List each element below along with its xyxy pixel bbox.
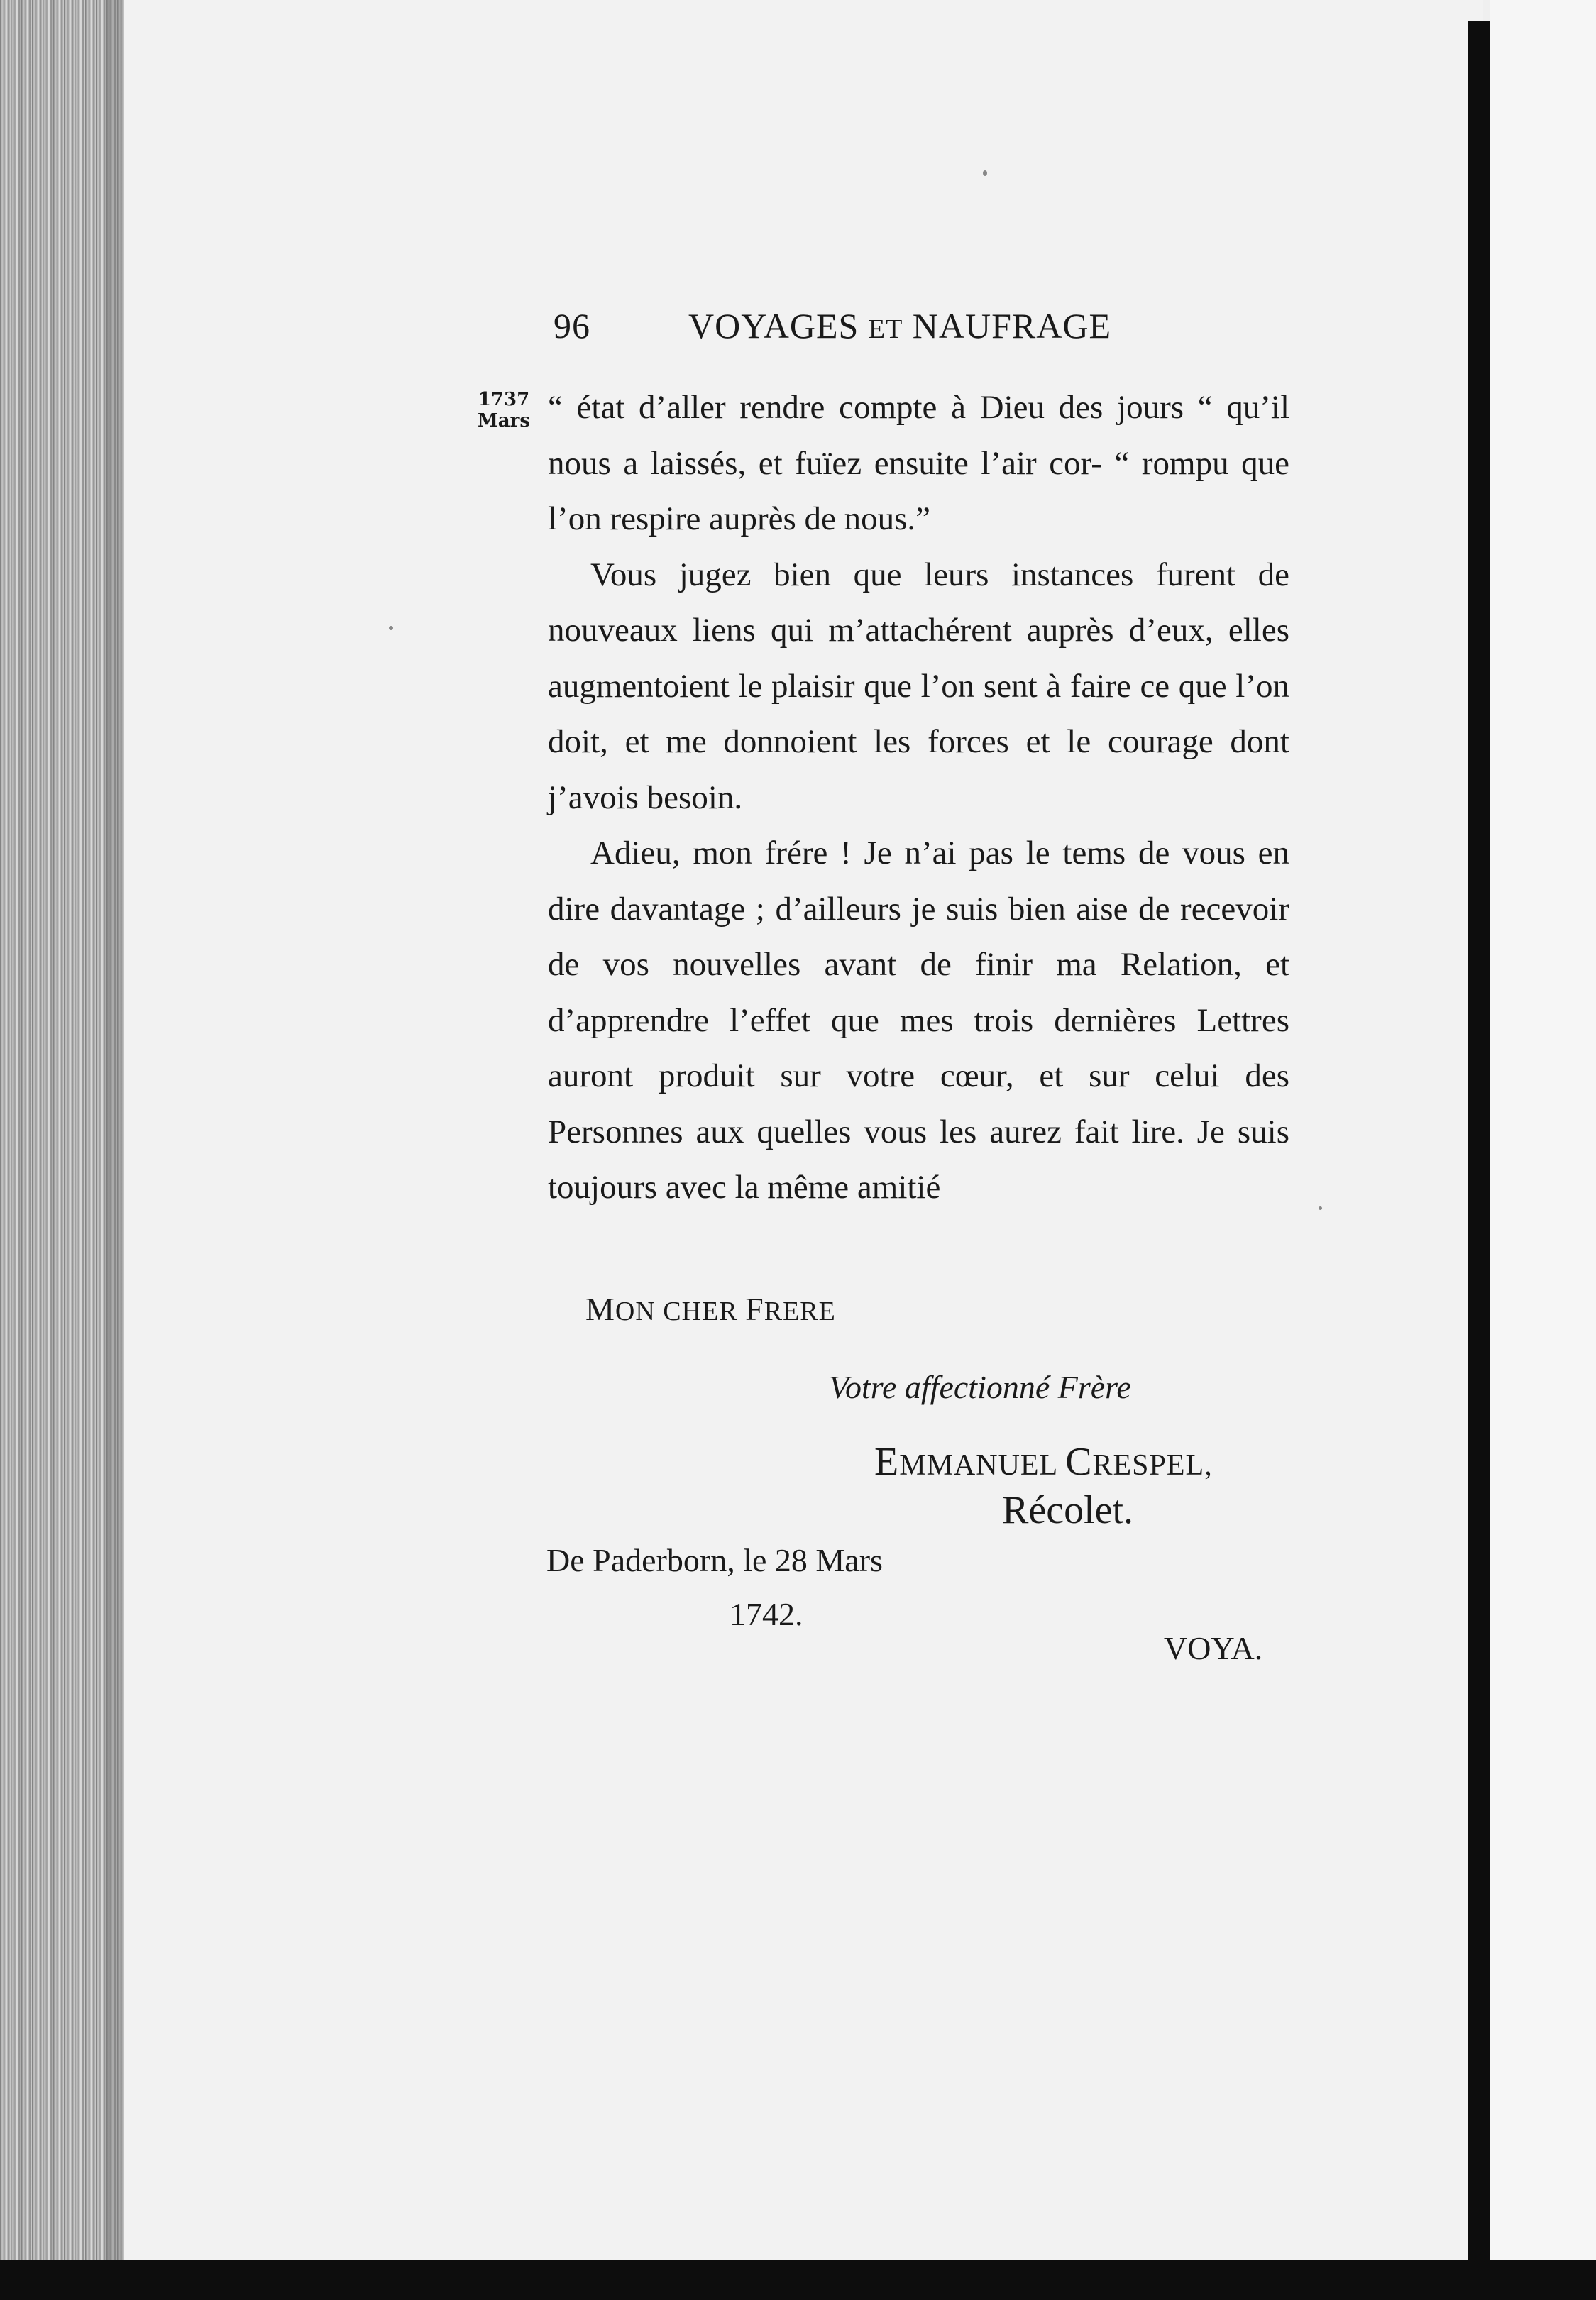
paragraph-quote-end: “ état d’aller rendre compte à Dieu des jours “ qu’il nous a laissés, et fuïez ensuite l’air cor- “ rompu que l’on respire auprès de nous.” [548,389,1289,537]
salutation-cap-m: M [585,1291,615,1327]
signature-rest-1: MMANUEL [899,1449,1066,1482]
letter-year: 1742. [730,1596,803,1632]
page-gutter-shadow [1468,21,1490,2300]
salutation-cap-f: F [745,1291,764,1327]
paragraph-instances: Vous jugez bien que leurs instances furent de nouveaux liens qui m’attachérent auprès d’eux, elles augmentoient le plaisir que l’on sent à faire ce que l’on doit, et me donnoient les forces et le courage dont j’avois besoin. [548,556,1289,816]
closing-formula: Votre affectionné Frère [829,1369,1131,1405]
running-title-naufrage: NAUFRAGE [912,306,1112,346]
signature-name [874,1439,1213,1485]
signature-rest-2: RESPEL, [1092,1449,1213,1482]
book-binding-edge [0,0,124,2300]
adjacent-page-edge [1490,0,1596,2300]
signature-cap-c: C [1065,1440,1093,1484]
paper-speck [983,170,987,176]
catchword: VOYA. [1164,1630,1263,1666]
salutation [585,1290,836,1328]
running-header [554,305,1292,355]
salutation-rest-2: RERE [764,1297,836,1326]
letter-body [548,380,1289,1216]
running-title [688,305,1111,346]
page-number: 96 [554,306,590,346]
place-date: De Paderborn, le 28 Mars [546,1542,883,1578]
paper-speck [1319,1206,1322,1210]
margin-date-note [475,389,532,431]
running-title-et: ET [868,314,903,344]
salutation-rest-1: ON CHER [615,1297,746,1326]
paragraph-adieu: Adieu, mon frére ! Je n’ai pas le tems de vous en dire davantage ; d’ailleurs je suis bien aise de recevoir de vos nouvelles avant de finir ma Relation, et d’apprendre l’effet que mes trois dernières Lettres auront produit sur votre cœur, et sur celui des Personnes aux quelles vous les aurez fait lire. Je suis toujours avec la même amitié [548,835,1289,1206]
margin-year: 1737 [478,389,530,410]
margin-month: Mars [478,410,530,431]
signature-cap-e: E [874,1440,900,1484]
running-title-voyages: VOYAGES [688,306,859,346]
scan-bottom-border [0,2260,1596,2300]
signature-title: Récolet. [1002,1488,1134,1532]
paper-speck [389,626,393,630]
